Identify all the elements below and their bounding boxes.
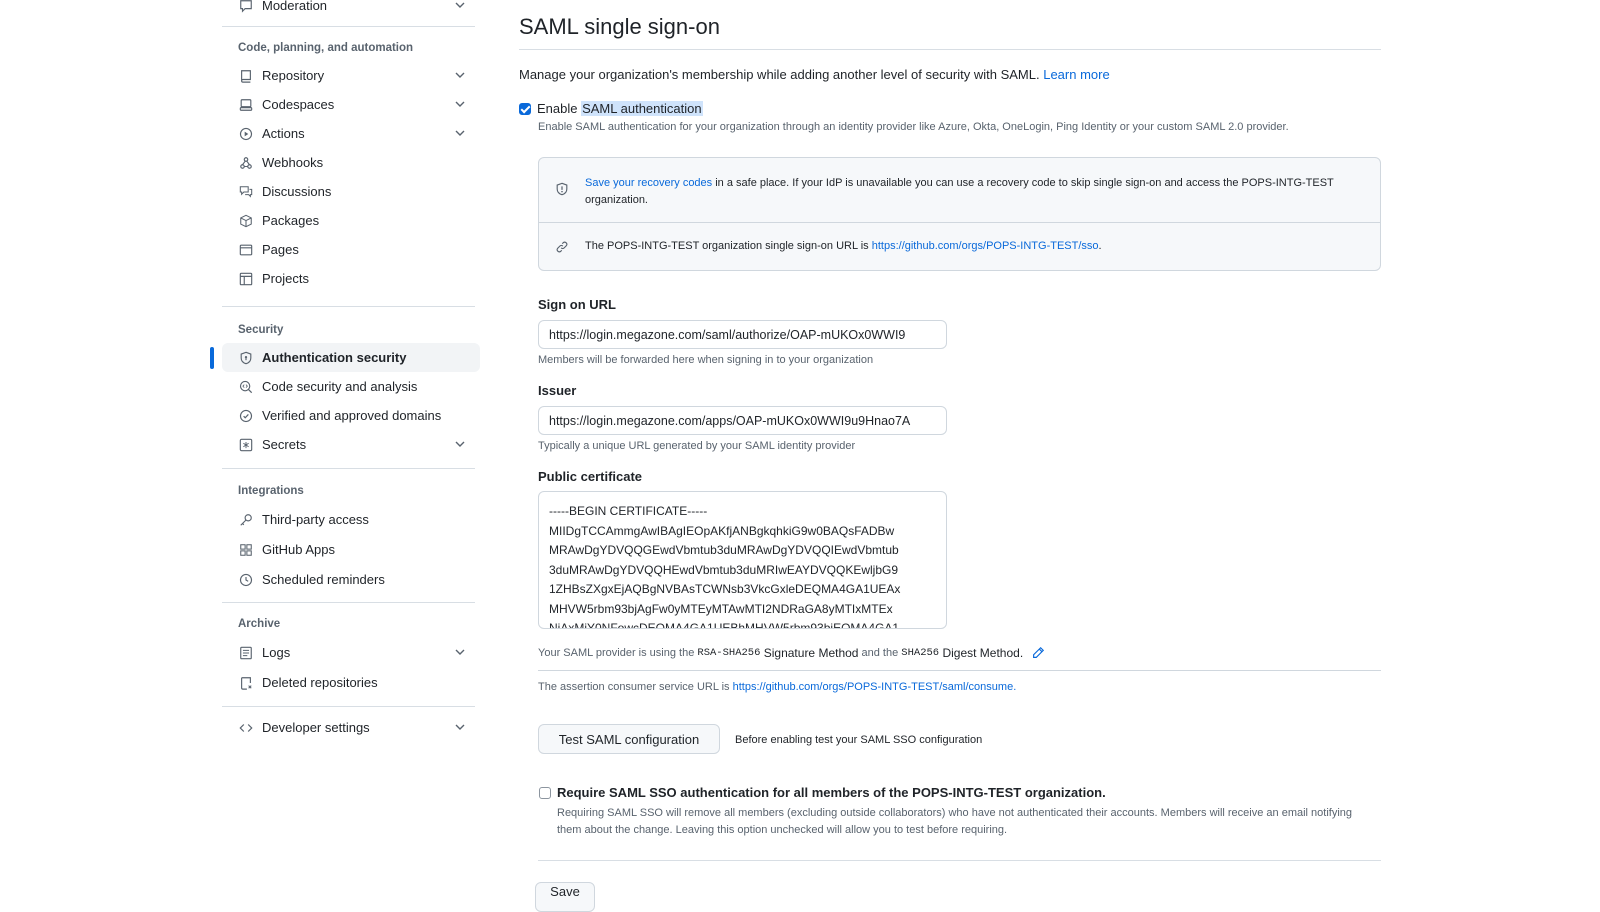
sidebar-item-moderation[interactable] [222, 0, 480, 20]
chevron-down-icon[interactable] [454, 721, 466, 733]
sidebar-item-code-security[interactable] [222, 372, 480, 401]
key-asterisk-icon [238, 437, 254, 453]
package-icon [238, 213, 254, 229]
sidebar-item-label: Repository [262, 68, 325, 83]
shield-lock-icon [238, 350, 254, 366]
chevron-down-icon[interactable] [454, 646, 466, 658]
intro-text [519, 67, 1110, 82]
pencil-icon[interactable] [1031, 646, 1045, 660]
repo-deleted-icon [238, 675, 254, 691]
sso-url-row [539, 240, 1380, 254]
sidebar-group-title: Integrations [238, 485, 304, 497]
enable-saml-label-highlight: SAML authentication [582, 101, 702, 116]
chevron-down-icon[interactable] [454, 98, 466, 110]
signature-method-label: Signature Method [760, 646, 859, 660]
acs-url-link[interactable]: https://github.com/orgs/POPS-INTG-TEST/saml/consume. [732, 681, 1017, 693]
sidebar-item-label: Codespaces [262, 97, 335, 112]
sidebar-divider [222, 706, 475, 707]
sidebar-item-label: Projects [262, 271, 309, 286]
sidebar-item-label: Authentication security [262, 350, 407, 365]
report-icon [238, 0, 254, 14]
enable-saml-row [519, 101, 703, 116]
sidebar-item-projects[interactable] [222, 264, 480, 293]
sidebar-item-discussions[interactable] [222, 177, 480, 206]
sidebar-item-verified-domains[interactable] [222, 401, 480, 430]
sidebar-item-label: Pages [262, 242, 299, 257]
sidebar-item-authentication-security[interactable] [222, 343, 480, 372]
sidebar-item-label: Secrets [262, 437, 307, 452]
save-recovery-codes-link[interactable]: Save your recovery codes [585, 177, 713, 189]
sidebar-item-pages[interactable] [222, 235, 480, 264]
sidebar-item-codespaces[interactable] [222, 90, 480, 119]
sidebar-item-label: Third-party access [262, 512, 369, 527]
sidebar-item-label: Scheduled reminders [262, 572, 385, 587]
page-title: SAML single sign-on [519, 14, 720, 39]
codespaces-icon [238, 97, 254, 113]
issuer-input[interactable] [538, 406, 947, 435]
info-box-divider [539, 222, 1380, 223]
sign-on-url-input[interactable] [538, 320, 947, 349]
repo-icon [238, 68, 254, 84]
apps-icon [238, 542, 254, 558]
sso-url-prefix: The POPS-INTG-TEST organization single sign-on URL is [585, 240, 872, 252]
sidebar-item-label: Actions [262, 126, 305, 141]
sidebar-group-title: Security [238, 324, 284, 336]
sidebar-item-label: Logs [262, 645, 291, 660]
sso-info-box [538, 157, 1381, 271]
sidebar-item-scheduled-reminders[interactable] [222, 565, 480, 594]
table-icon [238, 271, 254, 287]
sidebar-item-secrets[interactable] [222, 430, 480, 459]
sidebar-item-label: Code security and analysis [262, 379, 418, 394]
play-icon [238, 126, 254, 142]
digest-method-label: Digest Method. [939, 646, 1024, 660]
sidebar-item-webhooks[interactable] [222, 148, 480, 177]
intro-description: Manage your organization's membership while adding another level of security with SAML. [519, 67, 1040, 82]
sidebar-divider [222, 306, 475, 307]
require-saml-label: Require SAML SSO authentication for all members of the POPS-INTG-TEST organization. [557, 785, 1106, 800]
codescan-icon [238, 379, 254, 395]
signature-methods-text [538, 646, 1045, 660]
issuer-label: Issuer [538, 383, 577, 398]
chevron-down-icon[interactable] [454, 438, 466, 450]
sidebar-item-actions[interactable] [222, 119, 480, 148]
sidebar-item-label: Packages [262, 213, 320, 228]
webhook-icon [238, 155, 254, 171]
browser-icon [238, 242, 254, 258]
learn-more-link[interactable]: Learn more [1043, 67, 1110, 82]
methods-middle: and the [858, 647, 902, 659]
shield-icon [555, 182, 569, 196]
test-saml-note: Before enabling test your SAML SSO configuration [735, 734, 983, 746]
sign-on-url-label: Sign on URL [538, 297, 616, 312]
test-saml-configuration-button[interactable]: Test SAML configuration [538, 724, 720, 754]
sidebar-item-label: Discussions [262, 184, 332, 199]
public-certificate-label: Public certificate [538, 469, 643, 484]
require-saml-checkbox[interactable] [539, 787, 551, 799]
clock-icon [238, 572, 254, 588]
sidebar-item-developer-settings[interactable] [222, 713, 480, 742]
verified-icon [238, 408, 254, 424]
recovery-codes-text: in a safe place. If your IdP is unavailable you can use a recovery code to skip single sign-on and access the POPS-INTG-TEST organization. [585, 177, 1334, 206]
save-button[interactable]: Save [535, 882, 595, 912]
sign-on-url-note: Members will be forwarded here when signing in to your organization [538, 354, 874, 366]
chevron-down-icon[interactable] [454, 127, 466, 139]
sidebar-divider [222, 602, 475, 603]
sidebar-item-label: Deleted repositories [262, 675, 378, 690]
sidebar-item-label: Verified and approved domains [262, 408, 442, 423]
enable-saml-label-prefix: Enable [537, 101, 582, 116]
acs-url-prefix: The assertion consumer service URL is [538, 681, 733, 693]
sidebar-divider [222, 26, 475, 27]
issuer-note: Typically a unique URL generated by your SAML identity provider [538, 440, 856, 452]
sidebar-group-title: Archive [238, 618, 281, 630]
sidebar-item-label: Webhooks [262, 155, 324, 170]
recovery-codes-row [539, 175, 1380, 208]
methods-prefix: Your SAML provider is using the [538, 647, 698, 659]
comment-discussion-icon [238, 184, 254, 200]
acs-url-text [538, 681, 1016, 693]
code-icon [238, 720, 254, 736]
sso-url-suffix: . [1098, 240, 1102, 252]
sidebar-item-repository[interactable] [222, 61, 480, 90]
methods-divider [538, 670, 1381, 671]
enable-saml-checkbox[interactable] [519, 103, 531, 115]
log-icon [238, 645, 254, 661]
sidebar-item-third-party-access[interactable] [222, 505, 480, 534]
sidebar-item-label: Moderation [262, 0, 328, 13]
sidebar-divider [222, 468, 475, 469]
chevron-down-icon[interactable] [454, 0, 466, 11]
sidebar-item-packages[interactable] [222, 206, 480, 235]
title-divider [519, 49, 1381, 50]
sso-url-link[interactable]: https://github.com/orgs/POPS-INTG-TEST/sso [871, 240, 1099, 252]
enable-saml-description: Enable SAML authentication for your organization through an identity provider like Azure, Okta, OneLogin, Ping Identity or your custom SAML 2.0 provider. [538, 121, 1289, 133]
sidebar-item-label: GitHub Apps [262, 542, 335, 557]
key-icon [238, 512, 254, 528]
chevron-down-icon[interactable] [454, 69, 466, 81]
sidebar-item-deleted-repositories[interactable] [222, 668, 480, 697]
link-icon [555, 240, 569, 254]
digest-algorithm: SHA256 [901, 647, 940, 659]
sidebar-item-logs[interactable] [222, 638, 480, 667]
save-divider [538, 860, 1381, 861]
sidebar-item-label: Developer settings [262, 720, 370, 735]
public-certificate-textarea[interactable] [538, 491, 947, 629]
sidebar-item-github-apps[interactable] [222, 535, 480, 564]
sidebar-group-title: Code, planning, and automation [238, 42, 414, 54]
require-saml-description: Requiring SAML SSO will remove all members (excluding outside collaborators) who have not authenticated their accounts. Members will receive an email notifying them about the change. Leaving this option unchecked will allow you to test before requiring. [557, 807, 1353, 836]
signature-algorithm: RSA-SHA256 [697, 647, 761, 659]
